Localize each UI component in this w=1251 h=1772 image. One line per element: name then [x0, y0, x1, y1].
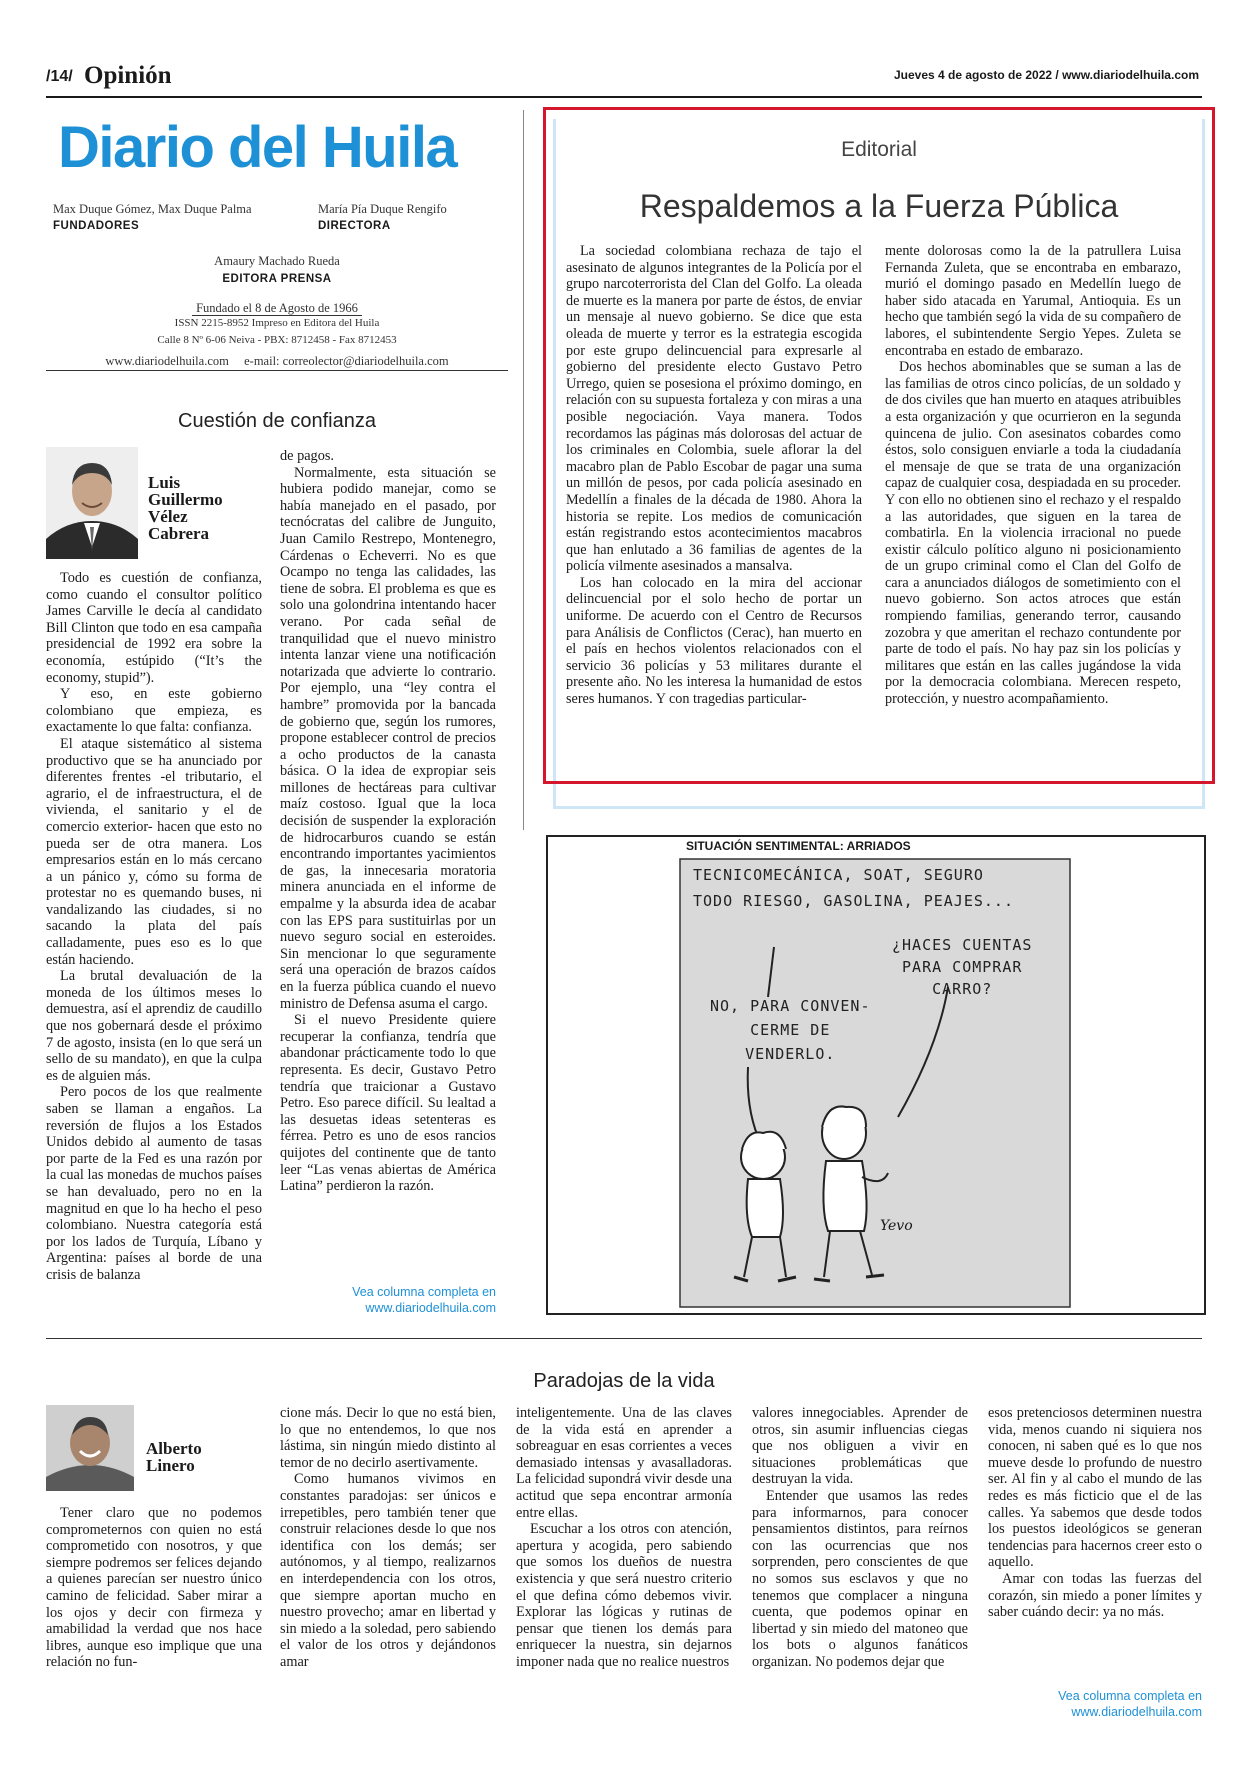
column-paragraph: esos pretenciosos determinen nuestra vida, menos cuando ni siquiera nos conocen, ni saben qué es lo que nos mueve desde lo profundo de nuestro ser. Al fin y al cabo el mundo de las redes es más ficticio que el de las calles. Ya sabemos que desde todos los puestos ideológicos se generan tendencias para hacernos creer esto o aquello.	[988, 1405, 1202, 1571]
thought-line: TODO RIESGO, GASOLINA, PEAJES...	[693, 892, 1014, 910]
masthead-logo: Diario del Huila	[58, 115, 457, 180]
column-text-3	[516, 1405, 732, 1671]
column-paragraph: inteligentemente. Una de las claves de la vida está en aprender a sobreaguar en esas corrientes a veces demasiado intensas y avasalladoras. La felicidad supondrá vivir desde una actitud que sepa encontrar armonía entre ellas.	[516, 1405, 732, 1521]
editorial-paragraph: La sociedad colombiana rechaza de tajo el asesinato de algunos integrantes de la Policía por el grupo narcoterrorista del Clan del Golfo. La oleada de muerte es la manera por parte de éstos, de enviar un mensaje al nuevo gobierno. Se dice que esta oleada de muerte y terror es la estrategia escogida por este grupo delincuencial para expresarle al gobierno del presidente electo Gustavo Petro Urrego, quien se posesiona el próximo domingo, en relación con su supuesta fortaleza y con miras a una posible negociación. Vaya manera. Todos recordamos las páginas más dolorosas del actuar de los criminales en Colombia, suele aflorar la del macabro plan de Pablo Escobar de pagar una suma un millón de pesos, por cada policía asesinado en Medellín a finales de la década de 1980. Ahora la historia se repite. Los medios de comunicación están registrando estos acontecimientos macabros que han enlutado a 36 familias de agentes de la policía vilmente asesinados a mansalva.	[566, 243, 862, 575]
column-text-5	[988, 1405, 1202, 1621]
column-paragraph: Amar con todas las fuerzas del corazón, sin miedo a poner límites y saber cuándo decir: ya no más.	[988, 1570, 1202, 1621]
masthead-email-link[interactable]: e-mail: correolector@diariodelhuila.com	[244, 354, 449, 368]
founders-block	[53, 202, 252, 232]
director-label: DIRECTORA	[318, 220, 391, 232]
author-photo	[46, 447, 138, 559]
column-paragraph: Como humanos vivimos en constantes paradojas: ser únicos e irrepetibles, pero también tener que construir relaciones desde lo que nos identifica con los demás; ser autónomos, y al tiempo, realizarnos en interdependencia con los otros, que siempre aportan mucho en nuestro provecho; amar en libertad y sin miedo a la soledad, pero sabiendo el valor de los otros y dejándonos amar	[280, 1471, 496, 1670]
column-text-1	[46, 1505, 262, 1671]
page-number: /14/	[46, 68, 73, 85]
read-more-link[interactable]	[988, 1688, 1202, 1720]
column-paragraph: Escuchar a los otros con atención, apertura y acogida, pero sabiendo que somos los dueños de nuestra existencia y que será nuestro criterio el que defina cómo debemos vivir. Explorar las lógicas y rutinas de pensar que tienen los demás para enriquecer la nuestra, sin dejarnos imponer nada que no realice nuestros	[516, 1521, 732, 1670]
column-paragraph: Tener claro que no podemos comprometernos con quien no está comprometido con nosotros, y que siempre podremos ser felices dejando a quienes parecían ser nuestro único camino de felicidad. Saber mirar a los ojos y decir con firmeza y amabilidad la verdad que nos hace libres, aunque eso implique que una relación no fun-	[46, 1505, 262, 1671]
section-title: Opinión	[84, 62, 172, 89]
author-portrait-icon	[46, 1405, 134, 1491]
column-text-4	[752, 1405, 968, 1671]
editorial-column-1	[566, 243, 862, 708]
read-more-url: www.diariodelhuila.com	[1071, 1705, 1202, 1719]
editor-label: EDITORA PRENSA	[222, 273, 332, 285]
column-paragraph: Normalmente, esta situación se hubiera podido manejar, como se había manejado en el pasado, por tecnócratas del calibre de Junguito, Juan Camilo Restrepo, Montenegro, Cárdenas o Echeverri. No es que Ocampo no tenga las calidades, las tiene de sobra. El problema es que es solo una golondrina intentando hacer verano. Por cada señal de tranquilidad que el nuevo ministro intenta lanzar viene una notificación notarizada que advierte lo contrario. Por ejemplo, una “ley contra el hambre” promovida por la bancada de gobierno que, según los rumores, propone establecer control de precios a ocho productos de la canasta básica. O la idea de expropiar seis millones de hectáreas para cultivar maíz costoso. Igual que la loca decisión de suspender la exploración de hidrocarburos cuando se están encontrando importantes yacimientos de gas, la innecesaria moratoria minera anunciada en el informe de empalme y la absurda idea de acabar con las EPS para sustituirlas por un nuevo seguro social en esteroides. Sin mencionar lo que seguramente será una operación de brazos caídos en la fuerza pública cuando el nuevo ministro de Defensa asuma el cargo.	[280, 464, 496, 1012]
director-block	[318, 202, 447, 232]
date: Jueves 4 de agosto de 2022	[893, 68, 1053, 82]
founders-label: FUNDADORES	[53, 220, 140, 232]
author-name-line: Alberto	[146, 1439, 202, 1458]
editorial-kicker: Editorial	[841, 138, 917, 161]
cartoon-speech-left	[710, 994, 871, 1066]
author-photo	[46, 1405, 134, 1491]
masthead-rule	[46, 370, 508, 371]
column-paragraph: Todo es cuestión de confianza, como cuando el consultor político James Carville le decía al candidato Bill Clinton que todo en esa campaña presidencial de 1992 era sobre la economía, estúpido (“It’s the economy, stupid”).	[46, 570, 262, 686]
bottom-section-rule	[46, 1338, 1202, 1339]
contact-line	[46, 350, 508, 369]
speech-line: NO, PARA CONVEN-	[710, 997, 871, 1015]
column-text-2	[280, 1405, 496, 1671]
read-more-url: www.diariodelhuila.com	[365, 1301, 496, 1315]
cartoon-signature: Yevo	[880, 1218, 913, 1234]
speech-line: PARA COMPRAR	[902, 958, 1023, 976]
author-name	[148, 474, 223, 542]
editorial-column-2	[885, 243, 1181, 708]
read-more-line: Vea columna completa en	[352, 1285, 496, 1299]
column-paragraph: Entender que usamos las redes para informarnos, para conocer pensamientos distintos, para reírnos con las ocurrencias que nos sorprenden, pero conscientes de que no somos sus esclavos y que no tenemos que complacer a ninguna cuenta, que podemos opinar en libertad y sin miedo del matoneo que los bots o algunos fanáticos organizan. No podemos dejar que	[752, 1487, 968, 1670]
cartoon-caption: SITUACIÓN SENTIMENTAL: ARRIADOS	[686, 839, 911, 853]
column-paragraph: El ataque sistemático al sistema productivo que se ha anunciado por diferentes frentes -el tributario, el agrario, el de infraestructura, el de vivienda, el sanitario y el de comercio exterior- hacen que esto no pueda ser de otra manera. Los empresarios están en lo más cercano a un pánico y, cómo su forma de protestar no es quemando buses, ni vandalizando las ciudades, si no sacando la plata del país calladamente, pues eso es lo que están haciendo.	[46, 735, 262, 968]
director-name: María Pía Duque Rengifo	[318, 202, 447, 216]
column-paragraph: Si el nuevo Presidente quiere recuperar la confianza, tendría que abandonar prácticamente todo lo que representa. Es decir, Gustavo Petro tendría que traicionar a Gustavo Petro. Eso parece difícil. Su lealtad a las desuetas ideas setenteras es férrea. Petro es uno de esos rancios quijotes del continente que de tanto leer “Las venas abiertas de América Latina” perdieron la razón.	[280, 1012, 496, 1195]
website-link[interactable]: www.diariodelhuila.com	[1062, 68, 1199, 82]
author-name-line: Vélez	[148, 507, 188, 526]
cartoon-speech-right	[892, 934, 1032, 1000]
read-more-line: Vea columna completa en	[1058, 1689, 1202, 1703]
address-text: Calle 8 Nº 6-06 Neiva - PBX: 8712458 - Fax 8712453	[157, 334, 397, 346]
column-title: Paradojas de la vida	[533, 1370, 715, 1392]
column-paragraph: valores innegociables. Aprender de otros, sin asumir influencias ciegas que nos obliguen a vivir en situaciones problemáticas que destruyan la vida.	[752, 1405, 968, 1488]
author-name-line: Linero	[146, 1456, 195, 1475]
dateline: Jueves 4 de agosto de 2022 / www.diariodelhuila.com	[893, 68, 1199, 82]
editorial-title: Respaldemos a la Fuerza Pública	[639, 188, 1119, 224]
column-paragraph: Y eso, en este gobierno colombiano que empieza, es exactamente lo que falta: confianza.	[46, 686, 262, 736]
read-more-link[interactable]	[280, 1284, 496, 1316]
speech-line: CERME DE	[750, 1021, 831, 1039]
author-name-line: Cabrera	[148, 524, 210, 543]
editorial-paragraph: Los han colocado en la mira del accionar delincuencial por el solo hecho de portar un uniforme. De acuerdo con el Centro de Recursos para Análisis de Conflictos (Cerac), han muerto en el país en hechos violentos relacionados con el servicio 36 policías y 53 militares durante el presente año. No les interesa la humanidad de estos seres humanos. Y con tragedias particular-	[566, 574, 862, 708]
column-paragraph: Pero pocos de los que realmente saben se llaman a engaños. La reversión de flujos a los Estados Unidos debido al aumento de tasas por parte de la Fed es una razón por la cual las monedas de muchos países se han devaluado, pero no en la magnitud en que lo ha hecho el peso colombiano. Nuestra categoría está por los lados de Turquía, Líbano y Argentina: países al borde de una crisis de balanza	[46, 1084, 262, 1283]
column-text-1	[46, 570, 262, 1284]
column-text-2	[280, 448, 496, 1195]
column-paragraph: de pagos.	[280, 448, 334, 464]
founders-names: Max Duque Gómez, Max Duque Palma	[53, 202, 252, 216]
author-portrait-icon	[46, 447, 138, 559]
cartoon-thought-text	[693, 866, 1014, 910]
editorial-paragraph: mente dolorosas como la de la patrullera Luisa Fernanda Zuleta, que se encontraba en embarazo, murió el domingo pasado en Medellín luego de haber sido atacada en Yarumal, Antioquia. Es un hecho que también segó la vida de su compañero de labores, el subintendente Sergio Yepes. Zuleta se encontraba en estado de embarazo.	[885, 243, 1181, 359]
editor-block	[46, 254, 508, 285]
masthead-web-link[interactable]: www.diariodelhuila.com	[105, 354, 229, 368]
column-title: Cuestión de confianza	[178, 410, 376, 432]
publisher-info	[46, 315, 508, 349]
author-name-line: Luis	[148, 473, 181, 492]
issn-text: ISSN 2215-8952 Impreso en Editora del Huila	[174, 317, 380, 329]
speech-line: CARRO?	[932, 980, 993, 998]
founded-text: Fundado el 8 de Agosto de 1966	[192, 301, 362, 316]
speech-line: VENDERLO.	[745, 1045, 836, 1063]
speech-line: ¿HACES CUENTAS	[892, 936, 1033, 954]
editorial-paragraph: Dos hechos abominables que se suman a las de las familias de otros cinco policías, de un soldado y de dos civiles que han muerto en ataques atribuibles a esta organización y que ocurrieron en la segunda quincena de julio. Con asesinatos cobardes como éstos, solo consiguen enviarle a toda la ciudadanía el mensaje de que se trata de una organización capaz de cualquier cosa, despiadada en su proceder. Y con ello no obtienen sino el rechazo y el respaldo a las autoridades, que siguen en la tarea de combatirla. En la violencia irracional no puede existir cálculo político alguno ni posicionamiento de un grupo criminal como el Clan del Golfo de cara a anunciados diálogos de sometimiento con el nuevo gobierno. Son actos atroces que están rompiendo familias, generando terror, causando zozobra y que ameritan el rechazo contundente por parte de todo el país. No hay paz sin los policías y militares que están en las calles jugándose la vida por la democracia colombiana. Merecen respeto, protección, y nuestro acompañamiento.	[885, 359, 1181, 708]
column-divider	[523, 110, 524, 830]
thought-line: TECNICOMECÁNICA, SOAT, SEGURO	[693, 866, 984, 884]
header-rule	[46, 96, 1202, 98]
author-name-line: Guillermo	[148, 490, 223, 509]
column-paragraph: cione más. Decir lo que no está bien, lo que no entendemos, lo que nos lástima, sin ningún miedo distinto al temor de no decirlo asertivamente.	[280, 1405, 496, 1471]
column-paragraph: La brutal devaluación de la moneda de los últimos meses lo demuestra, así el aprendiz de caudillo que nos gobernará desde el próximo 7 de agosto, insista (en lo que será un sello de su mandato), en que la culpa es de alguien más.	[46, 968, 262, 1084]
author-name	[146, 1440, 202, 1474]
founded-line	[46, 297, 508, 316]
editor-name: Amaury Machado Rueda	[214, 254, 340, 268]
